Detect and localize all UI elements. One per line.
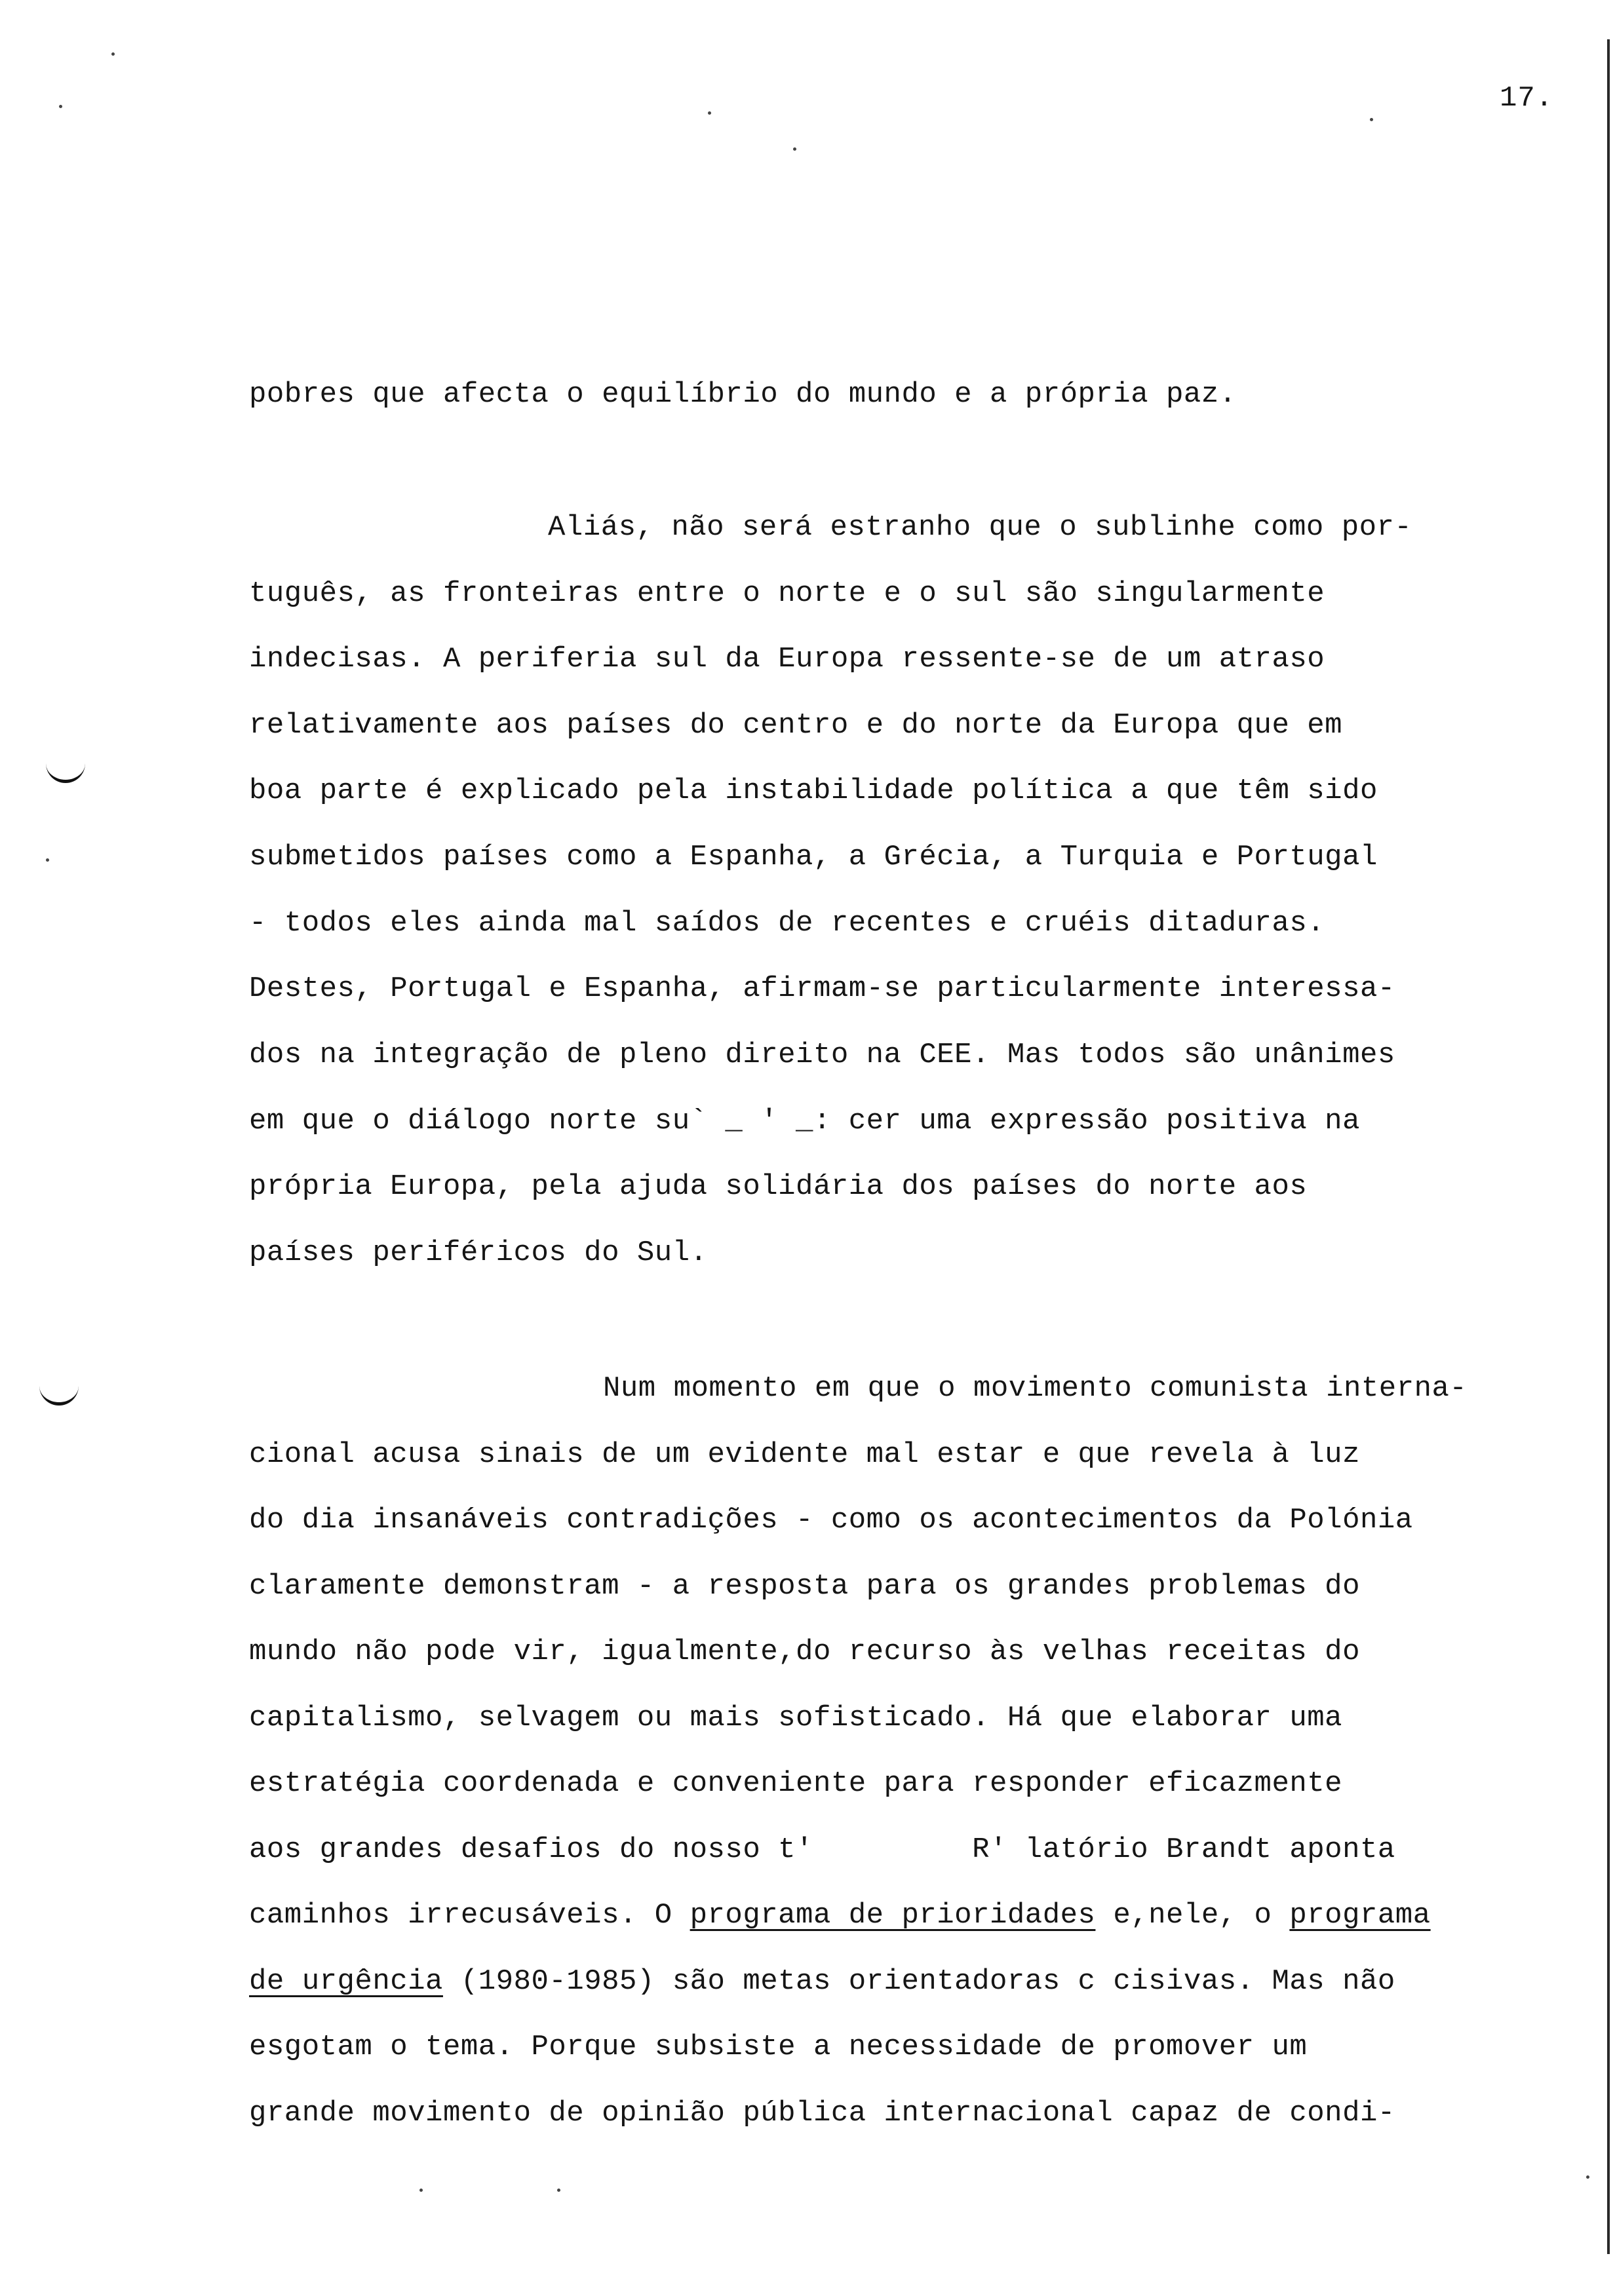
scan-speck [1586, 2175, 1589, 2179]
text-line: do dia insanáveis contradições - como os acontecimentos da Polónia [249, 1504, 1413, 1537]
text-line: países periféricos do Sul. [249, 1236, 708, 1269]
underlined-phrase: programa [1289, 1899, 1431, 1932]
text-line: pobres que afecta o equilíbrio do mundo e a própria paz. [249, 378, 1237, 411]
text-line: própria Europa, pela ajuda solidária dos países do norte aos [249, 1170, 1308, 1203]
text-line: estratégia coordenada e conveniente para responder eficazmente [249, 1767, 1343, 1800]
text-line: indecisas. A periferia sul da Europa ressente-se de um atraso [249, 643, 1325, 676]
text-line: tuguês, as fronteiras entre o norte e o sul são singularmente [249, 577, 1325, 610]
text-line: mundo não pode vir, igualmente,do recurso às velhas receitas do [249, 1636, 1360, 1668]
scan-speck [59, 105, 62, 108]
text-line: Aliás, não será estranho que o sublinhe como por- [548, 511, 1412, 544]
text-line: - todos eles ainda mal saídos de recentes e cruéis ditaduras. [249, 907, 1325, 940]
scan-speck [557, 2189, 560, 2192]
text-line: em que o diálogo norte su` _ ' _: cer uma expressão positiva na [249, 1105, 1360, 1138]
scan-speck [708, 111, 711, 115]
text-line: Num momento em que o movimento comunista interna- [603, 1372, 1468, 1405]
underlined-phrase: de urgência [249, 1965, 443, 1998]
text-line: grande movimento de opinião pública internacional capaz de condi- [249, 2097, 1395, 2130]
text-span: e,nele, o [1095, 1899, 1290, 1932]
text-line: cional acusa sinais de um evidente mal estar e que revela à luz [249, 1438, 1360, 1471]
scan-speck [793, 147, 796, 151]
scan-speck [111, 52, 115, 56]
text-line: relativamente aos países do centro e do norte da Europa que em [249, 709, 1343, 742]
scan-speck [419, 2189, 423, 2192]
text-line: submetidos países como a Espanha, a Grécia, a Turquia e Portugal [249, 841, 1378, 873]
scan-speck [46, 858, 49, 862]
text-span: caminhos irrecusáveis. O [249, 1899, 690, 1932]
text-line: claramente demonstram - a resposta para os grandes problemas do [249, 1570, 1360, 1603]
binding-edge [1607, 39, 1610, 2254]
underlined-phrase: programa de prioridades [690, 1899, 1096, 1932]
margin-bracket-mark [46, 754, 85, 783]
text-line: capitalismo, selvagem ou mais sofisticado. Há que elaborar uma [249, 1702, 1343, 1734]
text-line: aos grandes desafios do nosso t' R' latório Brandt aponta [249, 1833, 1395, 1866]
text-span: (1980-1985) são metas orientadoras c cisivas. Mas não [442, 1965, 1395, 1998]
text-line: dos na integração de pleno direito na CEE. Mas todos são unânimes [249, 1039, 1395, 1071]
text-line: Destes, Portugal e Espanha, afirmam-se particularmente interessa- [249, 972, 1395, 1005]
text-line [249, 1962, 1395, 2001]
page-number: 17. [1500, 82, 1554, 115]
text-line: esgotam o tema. Porque subsiste a necessidade de promover um [249, 2031, 1308, 2063]
text-line: boa parte é explicado pela instabilidade política a que têm sido [249, 775, 1378, 807]
text-line [249, 1896, 1431, 1935]
scan-speck [1370, 118, 1373, 121]
margin-bracket-mark [39, 1376, 79, 1406]
